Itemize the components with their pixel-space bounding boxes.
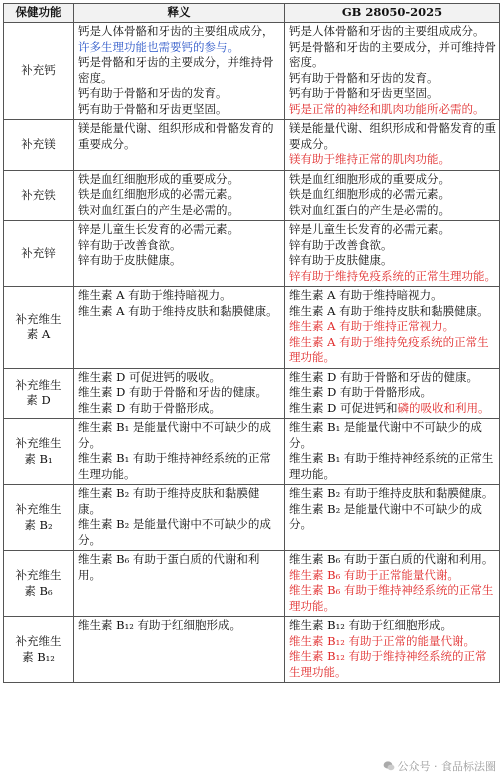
- claim-line: [289, 583, 496, 614]
- function-label: 补充维生: [15, 634, 62, 648]
- explanation-cell: [74, 120, 285, 171]
- claim-text: 锌有助于皮肤健康。: [289, 253, 393, 267]
- claim-line: [289, 385, 496, 401]
- claim-text: 铁是血红细胞形成的必需元素。: [78, 187, 239, 201]
- claim-line: [78, 385, 281, 401]
- standard-cell: [285, 23, 500, 120]
- claim-text: 维生素 B₂ 是能量代谢中不可缺少的成分。: [289, 501, 482, 531]
- function-label: 补充锌: [21, 245, 56, 260]
- claim-line: [78, 401, 281, 417]
- claim-line: [78, 86, 281, 102]
- claim-line: [289, 288, 496, 304]
- claim-text: 钙是人体骨骼和牙齿的主要组成成分，: [78, 24, 274, 38]
- claim-line: [289, 203, 496, 219]
- explanation-cell: [74, 287, 285, 369]
- claim-text: 维生素 B₆ 有助于维持神经系统的正常生理功能。: [289, 583, 494, 613]
- standard-cell: [285, 419, 500, 485]
- claim-line: [78, 288, 281, 304]
- claim-line: [78, 238, 281, 254]
- claim-text: 铁是血红细胞形成的重要成分。: [289, 171, 450, 186]
- claim-line: [289, 634, 496, 650]
- claim-text: 铁对血红蛋白的产生是必需的。: [289, 202, 450, 217]
- function-cell: [4, 23, 74, 120]
- claim-line: [289, 304, 496, 320]
- standard-cell: [285, 221, 500, 287]
- claim-text: 钙是骨骼和牙齿的主要成分，并可维持骨密度。: [289, 39, 496, 69]
- claim-line: [78, 102, 281, 118]
- claim-line: [289, 40, 496, 71]
- claim-text: 维生素 D 有助于骨骼和牙齿的健康。: [78, 385, 268, 399]
- header-standard: GB 28050-2025: [285, 4, 500, 23]
- claim-line: [78, 253, 281, 269]
- function-cell: [4, 419, 74, 485]
- table-row: [4, 170, 500, 221]
- claim-text: 钙是正常的神经和肌肉功能所必需的。: [289, 101, 485, 116]
- function-label: 补充维生: [15, 436, 62, 450]
- claim-text: 钙是人体骨骼和牙齿的主要组成成分。: [289, 24, 485, 38]
- claim-line: [289, 71, 496, 87]
- claim-text: 维生素 B₁₂ 有助于红细胞形成。: [289, 618, 452, 632]
- claim-text: 铁对血红蛋白的产生是必需的。: [78, 202, 239, 217]
- claim-text: 维生素 A 有助于维持暗视力。: [289, 288, 443, 302]
- claim-line: [289, 172, 496, 188]
- explanation-cell: [74, 170, 285, 221]
- explanation-cell: [74, 419, 285, 485]
- claim-text: 锌有助于维持免疫系统的正常生理功能。: [289, 268, 496, 283]
- claim-line: [289, 335, 496, 366]
- claim-text: 镁有助于维持正常的肌肉功能。: [289, 152, 450, 166]
- claim-line: [78, 40, 281, 56]
- claim-text: 维生素 D 可促进钙的吸收。: [78, 369, 222, 384]
- claim-line: [289, 238, 496, 254]
- function-label: 素 B₆: [24, 583, 53, 598]
- claim-line: [289, 649, 496, 680]
- table-row: [4, 221, 500, 287]
- claim-line: [78, 552, 281, 583]
- claim-text: 维生素 B₆ 有助于蛋白质的代谢和利用。: [78, 552, 260, 582]
- table-row: [4, 368, 500, 419]
- explanation-cell: [74, 485, 285, 551]
- claim-text: 铁是血红细胞形成的重要成分。: [78, 171, 239, 186]
- claim-text: 镁是能量代谢、组织形成和骨骼发育的重要成分。: [78, 121, 274, 151]
- standard-cell: [285, 368, 500, 419]
- claim-text: 维生素 B₆ 有助于蛋白质的代谢和利用。: [289, 552, 494, 566]
- explanation-cell: [74, 617, 285, 683]
- function-cell: [4, 221, 74, 287]
- watermark: [381, 758, 499, 774]
- claim-text: 维生素 B₂ 是能量代谢中不可缺少的成分。: [78, 517, 271, 547]
- claim-text: 钙有助于骨骼和牙齿更坚固。: [78, 101, 228, 116]
- function-cell: [4, 551, 74, 617]
- claim-line: [78, 370, 281, 386]
- standard-cell: [285, 617, 500, 683]
- function-label: 素 B₁: [24, 451, 53, 466]
- claim-line: [78, 121, 281, 152]
- function-label: 补充维生: [15, 502, 62, 516]
- claim-text: 钙有助于骨骼和牙齿的发育。: [289, 70, 439, 85]
- claim-line: [78, 172, 281, 188]
- claim-line: [78, 304, 281, 320]
- claim-line: [289, 370, 496, 386]
- claim-line: [78, 24, 281, 40]
- standard-cell: [285, 485, 500, 551]
- claim-text: 维生素 D 可促进钙和: [289, 400, 398, 415]
- claim-line: [289, 86, 496, 102]
- function-cell: [4, 617, 74, 683]
- claim-line: [289, 319, 496, 335]
- function-cell: [4, 485, 74, 551]
- function-label: 素 B₂: [24, 517, 53, 532]
- standard-cell: [285, 120, 500, 171]
- claim-text: 铁是血红细胞形成的必需元素。: [289, 187, 450, 201]
- claim-line: [289, 152, 496, 168]
- claim-line: [78, 187, 281, 203]
- standard-cell: [285, 170, 500, 221]
- header-function: 保健功能: [4, 4, 74, 23]
- claim-text: 钙有助于骨骼和牙齿更坚固。: [289, 86, 439, 100]
- wechat-icon: [383, 760, 395, 772]
- table-row: [4, 617, 500, 683]
- claim-text: 维生素 B₁ 有助于维持神经系统的正常生理功能。: [289, 451, 494, 481]
- function-label: 补充维生: [15, 568, 62, 582]
- claim-line: [289, 451, 496, 482]
- claim-text: 许多生理功能也需要钙的参与。: [78, 39, 239, 54]
- function-label: 补充铁: [21, 187, 56, 202]
- claim-text: 维生素 B₁ 有助于维持神经系统的正常生理功能。: [78, 451, 271, 481]
- claim-text: 锌有助于改善食欲。: [289, 237, 393, 252]
- function-label: 补充钙: [21, 63, 56, 78]
- table-row: [4, 287, 500, 369]
- claim-text: 钙有助于骨骼和牙齿的发育。: [78, 86, 228, 100]
- claim-line: [289, 552, 496, 568]
- claim-line: [289, 502, 496, 533]
- claim-text: 维生素 B₁₂ 有助于正常的能量代谢。: [289, 633, 475, 648]
- claim-line: [289, 24, 496, 40]
- regulation-comparison-table: [3, 3, 500, 683]
- claim-text: 维生素 B₂ 有助于维持皮肤和黏膜健康。: [289, 486, 494, 500]
- claim-text: 维生素 B₁₂ 有助于维持神经系统的正常生理功能。: [289, 649, 487, 679]
- function-label: 素 A: [26, 327, 51, 342]
- claim-line: [289, 486, 496, 502]
- explanation-cell: [74, 23, 285, 120]
- claim-line: [289, 102, 496, 118]
- table-row: [4, 120, 500, 171]
- claim-line: [78, 486, 281, 517]
- table-header-row: [4, 4, 500, 23]
- claim-line: [289, 121, 496, 152]
- claim-text: 维生素 B₂ 有助于维持皮肤和黏膜健康。: [78, 486, 260, 516]
- claim-text: 锌是儿童生长发育的必需元素。: [78, 222, 239, 236]
- claim-text: 锌是儿童生长发育的必需元素。: [289, 222, 450, 236]
- claim-text: 维生素 B₁₂ 有助于红细胞形成。: [78, 618, 241, 632]
- function-label: 补充镁: [21, 137, 56, 151]
- function-cell: [4, 120, 74, 171]
- header-explanation: 释义: [74, 4, 285, 23]
- claim-text: 维生素 A 有助于维持皮肤和黏膜健康。: [78, 303, 278, 318]
- claim-line: [78, 618, 281, 634]
- claim-text: 维生素 D 有助于骨骼形成。: [78, 400, 222, 415]
- claim-line: [78, 420, 281, 451]
- claim-line: [78, 222, 281, 238]
- claim-line: [78, 55, 281, 86]
- claim-line: [289, 618, 496, 634]
- claim-line: [78, 517, 281, 548]
- claim-line: [289, 568, 496, 584]
- explanation-cell: [74, 551, 285, 617]
- claim-line: [78, 203, 281, 219]
- claim-text: 维生素 A 有助于维持正常视力。: [289, 319, 455, 333]
- claim-line: [289, 253, 496, 269]
- table-row: [4, 419, 500, 485]
- function-label: 补充维生: [15, 311, 62, 326]
- claim-highlight: 磷的吸收和利用。: [397, 400, 490, 415]
- claim-text: 维生素 B₆ 有助于正常能量代谢。: [289, 567, 459, 582]
- claim-line: [289, 187, 496, 203]
- explanation-cell: [74, 368, 285, 419]
- claim-text: 钙是骨骼和牙齿的主要成分，并维持骨密度。: [78, 55, 274, 85]
- claim-line: [289, 401, 496, 417]
- function-label: 素 B₁₂: [22, 649, 55, 664]
- claim-line: [289, 222, 496, 238]
- claim-text: 维生素 A 有助于维持暗视力。: [78, 288, 232, 302]
- claim-text: 镁是能量代谢、组织形成和骨骼发育的重要成分。: [289, 121, 496, 151]
- table-row: [4, 485, 500, 551]
- table-row: [4, 23, 500, 120]
- function-label: 素 D: [26, 393, 51, 408]
- claim-text: 维生素 D 有助于骨骼和牙齿的健康。: [289, 369, 479, 384]
- function-cell: [4, 287, 74, 369]
- explanation-cell: [74, 221, 285, 287]
- claim-text: 维生素 D 有助于骨骼形成。: [289, 385, 433, 399]
- claim-text: 锌有助于皮肤健康。: [78, 253, 182, 267]
- table-row: [4, 551, 500, 617]
- claim-text: 维生素 B₁ 是能量代谢中不可缺少的成分。: [78, 420, 271, 450]
- claim-text: 维生素 A 有助于维持免疫系统的正常生理功能。: [289, 334, 489, 364]
- function-cell: [4, 368, 74, 419]
- standard-cell: [285, 551, 500, 617]
- function-cell: [4, 170, 74, 221]
- watermark-text: 公众号 · 食品标法圈: [397, 760, 496, 773]
- claim-text: 维生素 A 有助于维持皮肤和黏膜健康。: [289, 303, 489, 318]
- claim-text: 锌有助于改善食欲。: [78, 237, 182, 252]
- claim-line: [289, 269, 496, 285]
- claim-line: [78, 451, 281, 482]
- claim-text: 维生素 B₁ 是能量代谢中不可缺少的成分。: [289, 420, 482, 450]
- function-label: 补充维生: [15, 377, 62, 392]
- claim-line: [289, 420, 496, 451]
- standard-cell: [285, 287, 500, 369]
